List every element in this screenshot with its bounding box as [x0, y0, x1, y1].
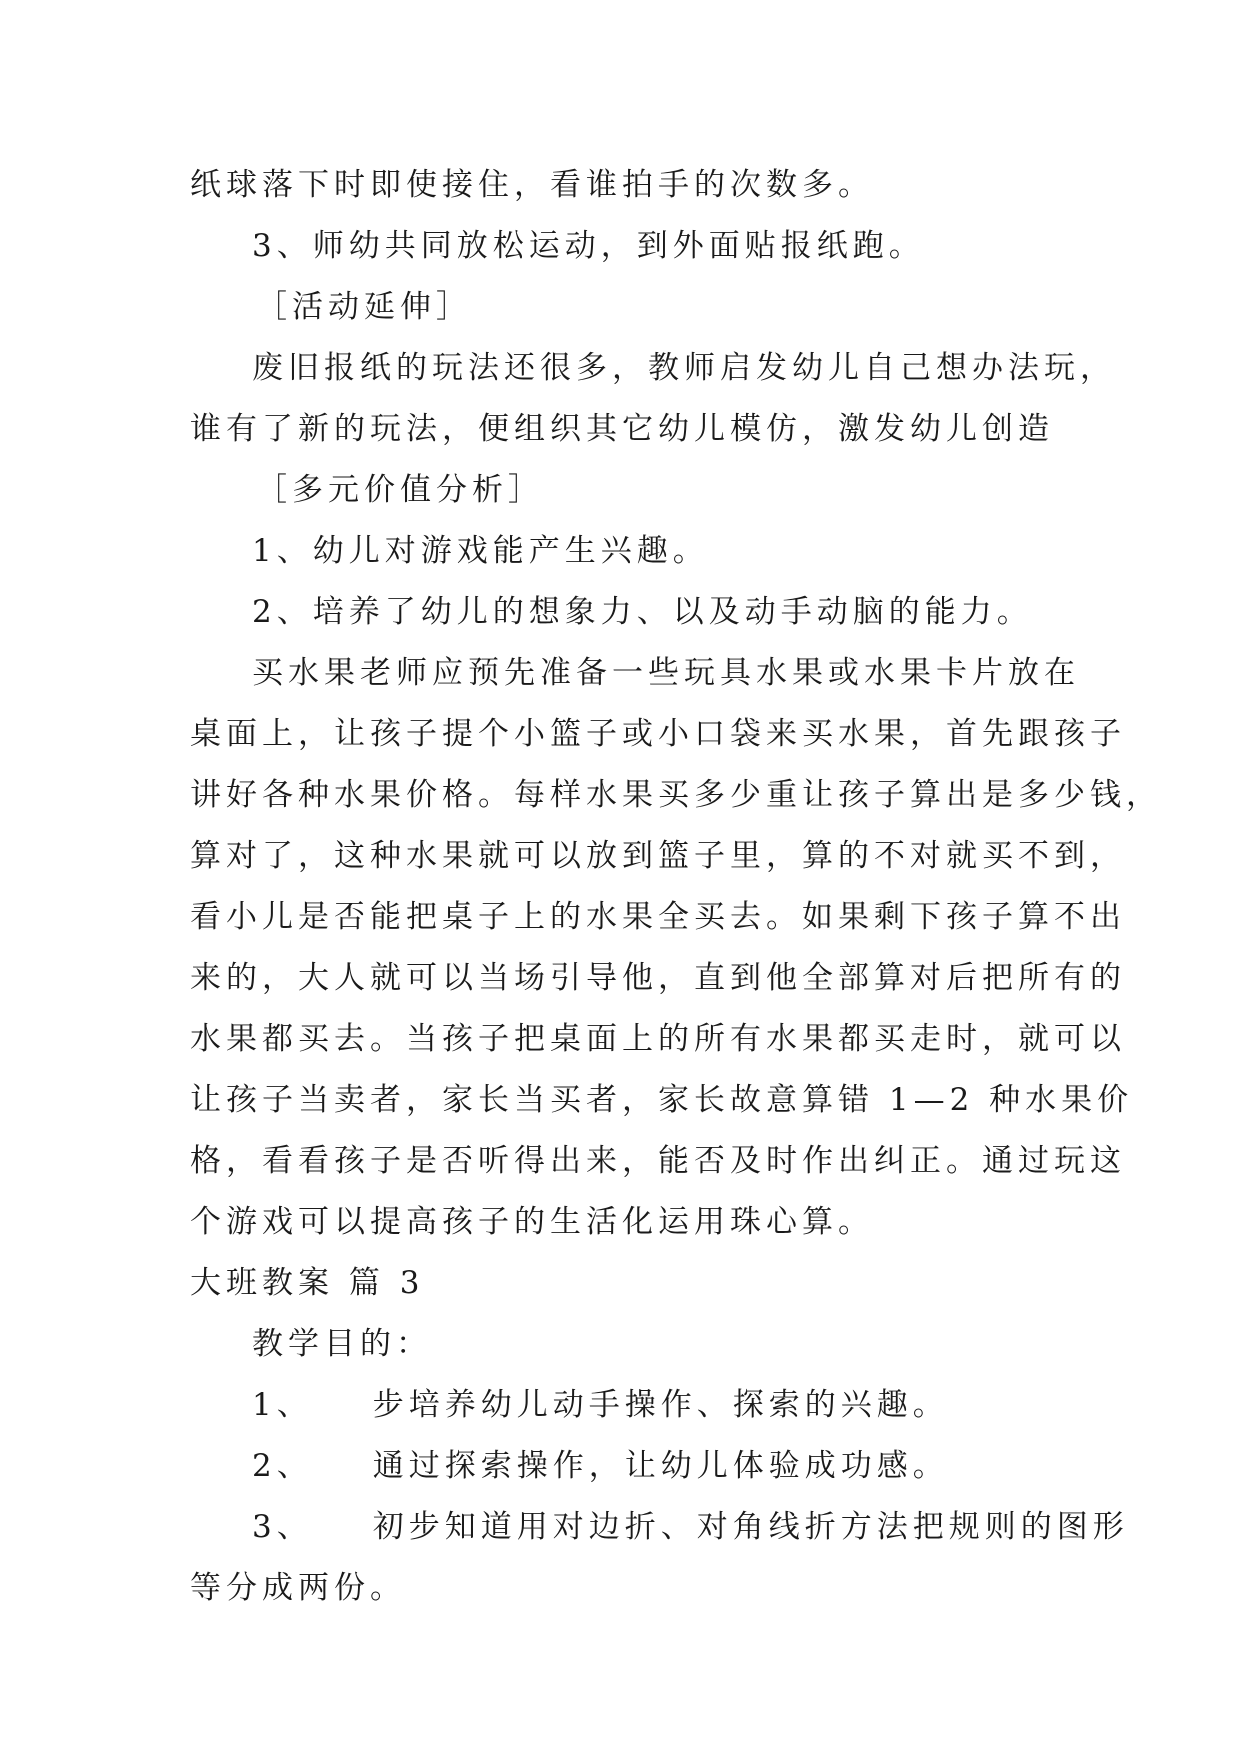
- text-line: 个游戏可以提高孩子的生活化运用珠心算。: [190, 1204, 874, 1240]
- goal-number: 2、: [252, 1448, 313, 1484]
- text-line: 看小儿是否能把桌子上的水果全买去。如果剩下孩子算不出: [190, 899, 1126, 935]
- text-line: 来的，大人就可以当场引导他，直到他全部算对后把所有的: [190, 960, 1126, 996]
- text-line: 让孩子当卖者，家长当买者，家长故意算错 1—2 种水果价: [190, 1082, 1134, 1118]
- article-title: 大班教案 篇 3: [190, 1265, 425, 1301]
- goal-item: [190, 1436, 1060, 1497]
- text-line: 等分成两份。: [190, 1570, 406, 1606]
- text-line: 废旧报纸的玩法还很多，教师启发幼儿自己想办法玩，: [252, 350, 1116, 386]
- section-heading: ［多元价值分析］: [256, 472, 544, 508]
- text-line: 3、师幼共同放松运动，到外面贴报纸跑。: [252, 228, 925, 264]
- goal-item: [190, 1375, 1060, 1436]
- document-body: [190, 155, 1162, 1619]
- text-line: 买水果老师应预先准备一些玩具水果或水果卡片放在: [252, 655, 1080, 691]
- goal-text: 初步知道用对边折、对角线折方法把规则的图形: [372, 1509, 1129, 1545]
- section-heading: ［活动延伸］: [256, 289, 472, 325]
- text-line: 水果都买去。当孩子把桌面上的所有水果都买走时，就可以: [190, 1021, 1126, 1057]
- text-line: 教学目的：: [252, 1326, 432, 1362]
- text-line: 格，看看孩子是否听得出来，能否及时作出纠正。通过玩这: [190, 1143, 1126, 1179]
- text-line: 2、培养了幼儿的想象力、以及动手动脑的能力。: [252, 594, 1033, 630]
- text-line: 算对了，这种水果就可以放到篮子里，算的不对就买不到，: [190, 838, 1126, 874]
- text-line: 1、幼儿对游戏能产生兴趣。: [252, 533, 709, 569]
- goal-text: 步培养幼儿动手操作、探索的兴趣。: [372, 1387, 949, 1423]
- text-line: 桌面上，让孩子提个小篮子或小口袋来买水果，首先跟孩子: [190, 716, 1126, 752]
- text-line: 纸球落下时即使接住，看谁拍手的次数多。: [190, 167, 874, 203]
- text-line: 谁有了新的玩法，便组织其它幼儿模仿，激发幼儿创造: [190, 411, 1054, 447]
- goal-text: 通过探索操作，让幼儿体验成功感。: [372, 1448, 949, 1484]
- goal-number: 1、: [252, 1387, 313, 1423]
- goal-item: [190, 1497, 1129, 1558]
- goal-number: 3、: [252, 1509, 313, 1545]
- text-line: 讲好各种水果价格。每样水果买多少重让孩子算出是多少钱，: [190, 777, 1162, 813]
